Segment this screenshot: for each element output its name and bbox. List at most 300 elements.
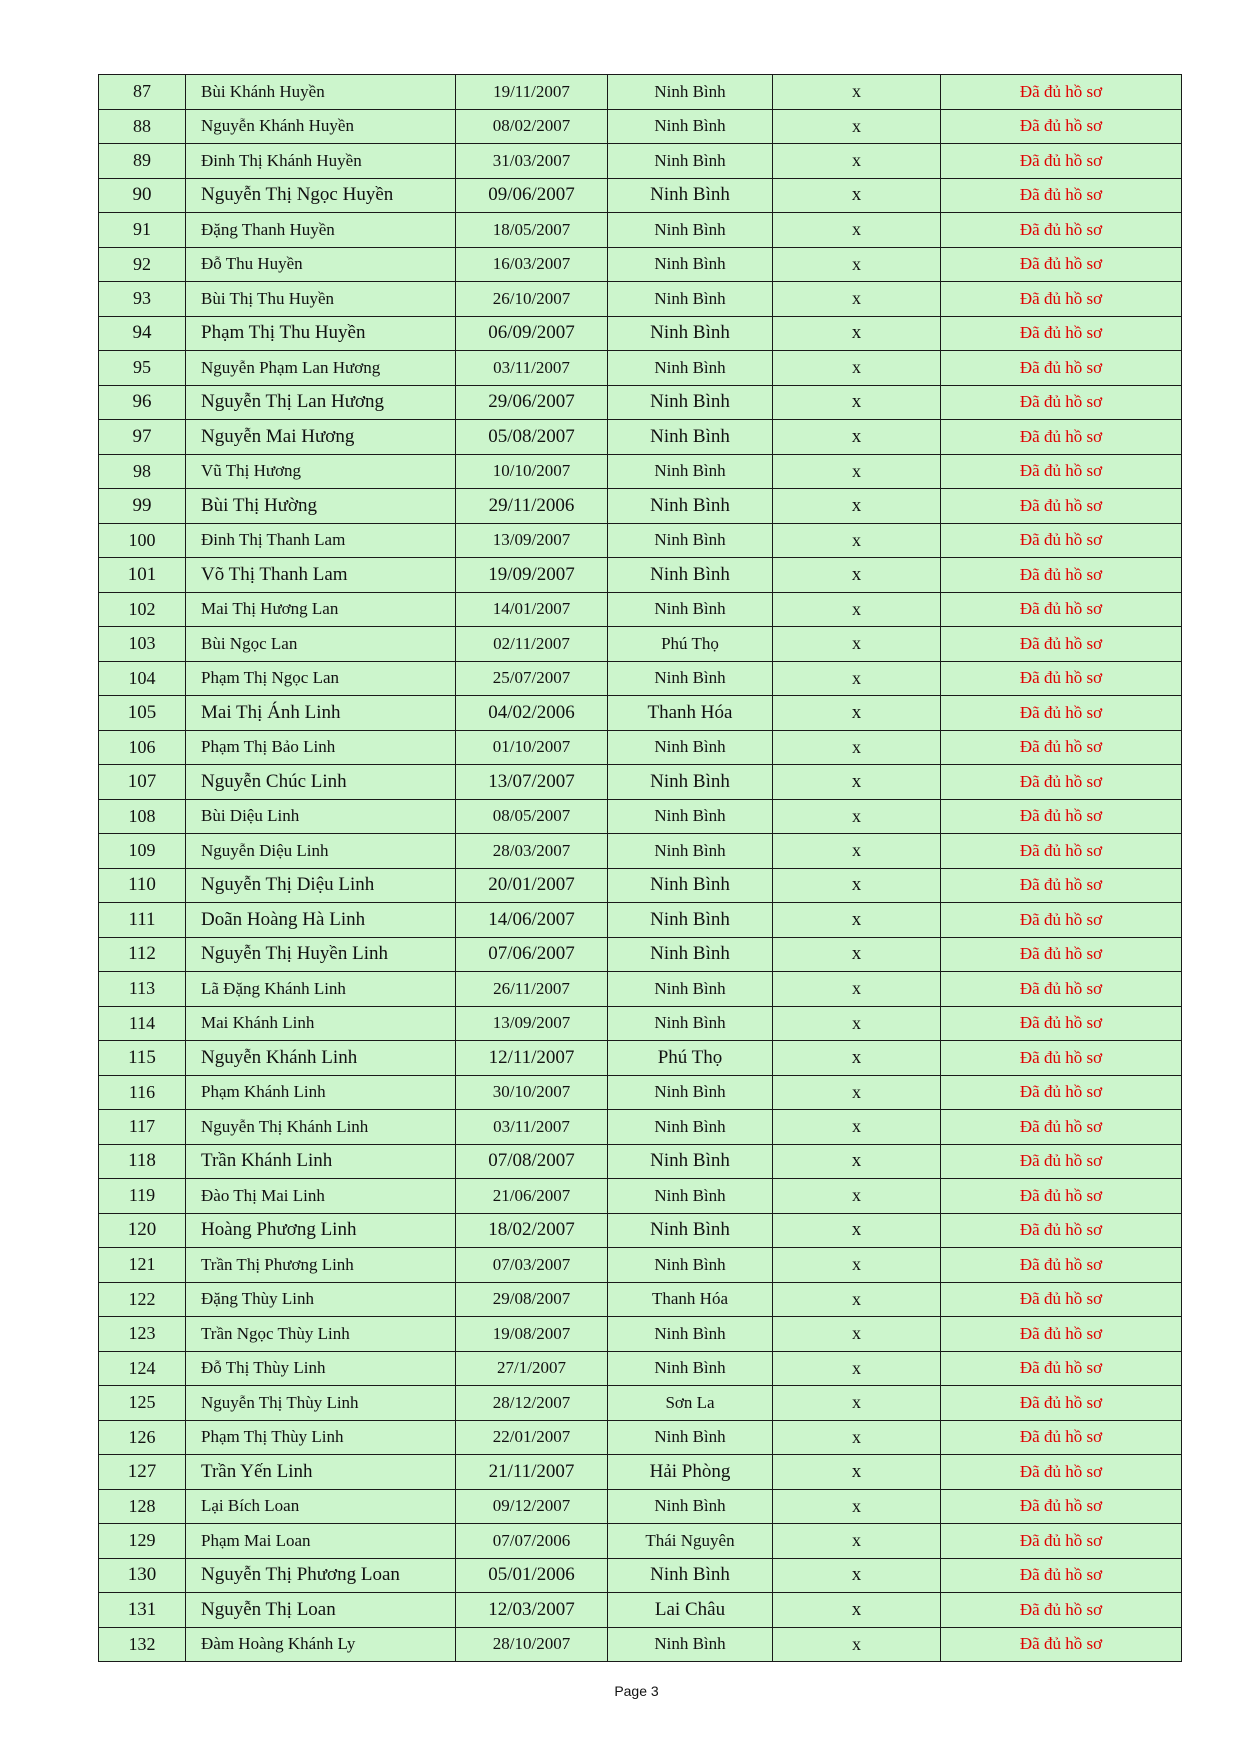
table-row <box>99 1006 1182 1041</box>
date-of-birth: 28/03/2007 <box>456 834 608 869</box>
student-name: Mai Khánh Linh <box>186 1006 456 1041</box>
date-of-birth: 16/03/2007 <box>456 247 608 282</box>
student-name: Trần Yến Linh <box>186 1455 456 1490</box>
check-mark: x <box>773 1248 941 1283</box>
dossier-status: Đã đủ hồ sơ <box>941 1006 1182 1041</box>
table-row <box>99 1524 1182 1559</box>
student-name: Mai Thị Ánh Linh <box>186 696 456 731</box>
dossier-status: Đã đủ hồ sơ <box>941 144 1182 179</box>
date-of-birth: 20/01/2007 <box>456 868 608 903</box>
table-row <box>99 1558 1182 1593</box>
table-row <box>99 351 1182 386</box>
date-of-birth: 02/11/2007 <box>456 627 608 662</box>
date-of-birth: 06/09/2007 <box>456 316 608 351</box>
row-number: 88 <box>99 109 186 144</box>
dossier-status: Đã đủ hồ sơ <box>941 1386 1182 1421</box>
date-of-birth: 18/02/2007 <box>456 1213 608 1248</box>
birthplace: Ninh Bình <box>608 661 773 696</box>
check-mark: x <box>773 109 941 144</box>
check-mark: x <box>773 1351 941 1386</box>
check-mark: x <box>773 1075 941 1110</box>
birthplace: Ninh Bình <box>608 1144 773 1179</box>
table-row <box>99 1593 1182 1628</box>
student-name: Nguyễn Phạm Lan Hương <box>186 351 456 386</box>
date-of-birth: 03/11/2007 <box>456 351 608 386</box>
student-name: Đàm Hoàng Khánh Ly <box>186 1627 456 1662</box>
row-number: 110 <box>99 868 186 903</box>
table-row <box>99 144 1182 179</box>
date-of-birth: 07/08/2007 <box>456 1144 608 1179</box>
check-mark: x <box>773 247 941 282</box>
dossier-status: Đã đủ hồ sơ <box>941 592 1182 627</box>
row-number: 123 <box>99 1317 186 1352</box>
check-mark: x <box>773 592 941 627</box>
birthplace: Ninh Bình <box>608 1351 773 1386</box>
check-mark: x <box>773 937 941 972</box>
table-row <box>99 558 1182 593</box>
dossier-status: Đã đủ hồ sơ <box>941 903 1182 938</box>
birthplace: Ninh Bình <box>608 213 773 248</box>
student-name: Nguyễn Thị Khánh Linh <box>186 1110 456 1145</box>
date-of-birth: 04/02/2006 <box>456 696 608 731</box>
student-name: Phạm Thị Bảo Linh <box>186 730 456 765</box>
row-number: 105 <box>99 696 186 731</box>
date-of-birth: 28/10/2007 <box>456 1627 608 1662</box>
row-number: 130 <box>99 1558 186 1593</box>
check-mark: x <box>773 1420 941 1455</box>
student-name: Trần Ngọc Thùy Linh <box>186 1317 456 1352</box>
dossier-status: Đã đủ hồ sơ <box>941 1524 1182 1559</box>
student-name: Nguyễn Thị Diệu Linh <box>186 868 456 903</box>
birthplace: Ninh Bình <box>608 454 773 489</box>
check-mark: x <box>773 420 941 455</box>
date-of-birth: 27/1/2007 <box>456 1351 608 1386</box>
row-number: 91 <box>99 213 186 248</box>
date-of-birth: 19/11/2007 <box>456 75 608 110</box>
student-name: Đào Thị Mai Linh <box>186 1179 456 1214</box>
dossier-status: Đã đủ hồ sơ <box>941 316 1182 351</box>
dossier-status: Đã đủ hồ sơ <box>941 1593 1182 1628</box>
dossier-status: Đã đủ hồ sơ <box>941 1179 1182 1214</box>
birthplace: Ninh Bình <box>608 1110 773 1145</box>
check-mark: x <box>773 627 941 662</box>
birthplace: Ninh Bình <box>608 420 773 455</box>
table-row <box>99 282 1182 317</box>
row-number: 92 <box>99 247 186 282</box>
table-row <box>99 1179 1182 1214</box>
birthplace: Ninh Bình <box>608 834 773 869</box>
dossier-status: Đã đủ hồ sơ <box>941 696 1182 731</box>
student-name: Phạm Thị Thùy Linh <box>186 1420 456 1455</box>
student-name: Đinh Thị Thanh Lam <box>186 523 456 558</box>
dossier-status: Đã đủ hồ sơ <box>941 1420 1182 1455</box>
check-mark: x <box>773 1558 941 1593</box>
check-mark: x <box>773 799 941 834</box>
check-mark: x <box>773 558 941 593</box>
student-name: Phạm Mai Loan <box>186 1524 456 1559</box>
row-number: 107 <box>99 765 186 800</box>
birthplace: Sơn La <box>608 1386 773 1421</box>
table-row <box>99 1420 1182 1455</box>
birthplace: Phú Thọ <box>608 627 773 662</box>
date-of-birth: 13/09/2007 <box>456 1006 608 1041</box>
check-mark: x <box>773 351 941 386</box>
birthplace: Ninh Bình <box>608 730 773 765</box>
table-row <box>99 1144 1182 1179</box>
dossier-status: Đã đủ hồ sơ <box>941 799 1182 834</box>
birthplace: Ninh Bình <box>608 937 773 972</box>
birthplace: Ninh Bình <box>608 144 773 179</box>
date-of-birth: 07/06/2007 <box>456 937 608 972</box>
student-name: Đặng Thùy Linh <box>186 1282 456 1317</box>
row-number: 128 <box>99 1489 186 1524</box>
date-of-birth: 19/08/2007 <box>456 1317 608 1352</box>
dossier-status: Đã đủ hồ sơ <box>941 385 1182 420</box>
table-row <box>99 247 1182 282</box>
student-name: Trần Khánh Linh <box>186 1144 456 1179</box>
birthplace: Phú Thọ <box>608 1041 773 1076</box>
check-mark: x <box>773 489 941 524</box>
row-number: 122 <box>99 1282 186 1317</box>
date-of-birth: 29/06/2007 <box>456 385 608 420</box>
student-name: Bùi Ngọc Lan <box>186 627 456 662</box>
birthplace: Ninh Bình <box>608 1627 773 1662</box>
table-row <box>99 937 1182 972</box>
table-row <box>99 454 1182 489</box>
check-mark: x <box>773 765 941 800</box>
date-of-birth: 09/06/2007 <box>456 178 608 213</box>
table-row <box>99 420 1182 455</box>
birthplace: Ninh Bình <box>608 903 773 938</box>
table-row <box>99 1489 1182 1524</box>
dossier-status: Đã đủ hồ sơ <box>941 109 1182 144</box>
row-number: 117 <box>99 1110 186 1145</box>
check-mark: x <box>773 385 941 420</box>
birthplace: Ninh Bình <box>608 1213 773 1248</box>
birthplace: Ninh Bình <box>608 316 773 351</box>
check-mark: x <box>773 178 941 213</box>
check-mark: x <box>773 1213 941 1248</box>
dossier-status: Đã đủ hồ sơ <box>941 420 1182 455</box>
row-number: 126 <box>99 1420 186 1455</box>
student-name: Phạm Khánh Linh <box>186 1075 456 1110</box>
check-mark: x <box>773 834 941 869</box>
row-number: 119 <box>99 1179 186 1214</box>
table-row <box>99 1041 1182 1076</box>
birthplace: Thái Nguyên <box>608 1524 773 1559</box>
dossier-status: Đã đủ hồ sơ <box>941 1110 1182 1145</box>
row-number: 98 <box>99 454 186 489</box>
check-mark: x <box>773 454 941 489</box>
table-row <box>99 834 1182 869</box>
birthplace: Ninh Bình <box>608 489 773 524</box>
table-row <box>99 1213 1182 1248</box>
table-row <box>99 523 1182 558</box>
check-mark: x <box>773 75 941 110</box>
student-name: Bùi Khánh Huyền <box>186 75 456 110</box>
dossier-status: Đã đủ hồ sơ <box>941 765 1182 800</box>
check-mark: x <box>773 661 941 696</box>
row-number: 120 <box>99 1213 186 1248</box>
row-number: 87 <box>99 75 186 110</box>
table-row <box>99 1110 1182 1145</box>
check-mark: x <box>773 1144 941 1179</box>
check-mark: x <box>773 1593 941 1628</box>
birthplace: Ninh Bình <box>608 1248 773 1283</box>
dossier-status: Đã đủ hồ sơ <box>941 1075 1182 1110</box>
date-of-birth: 18/05/2007 <box>456 213 608 248</box>
table-row <box>99 109 1182 144</box>
date-of-birth: 26/11/2007 <box>456 972 608 1007</box>
row-number: 97 <box>99 420 186 455</box>
date-of-birth: 21/06/2007 <box>456 1179 608 1214</box>
dossier-status: Đã đủ hồ sơ <box>941 282 1182 317</box>
check-mark: x <box>773 696 941 731</box>
table-row <box>99 765 1182 800</box>
table-row <box>99 903 1182 938</box>
row-number: 102 <box>99 592 186 627</box>
student-name: Bùi Thị Hường <box>186 489 456 524</box>
table-row <box>99 385 1182 420</box>
row-number: 116 <box>99 1075 186 1110</box>
date-of-birth: 14/06/2007 <box>456 903 608 938</box>
table-row <box>99 1317 1182 1352</box>
student-name: Nguyễn Mai Hương <box>186 420 456 455</box>
table-row <box>99 1282 1182 1317</box>
birthplace: Ninh Bình <box>608 558 773 593</box>
dossier-status: Đã đủ hồ sơ <box>941 213 1182 248</box>
date-of-birth: 28/12/2007 <box>456 1386 608 1421</box>
check-mark: x <box>773 1110 941 1145</box>
table-row <box>99 592 1182 627</box>
row-number: 90 <box>99 178 186 213</box>
student-name: Trần Thị Phương Linh <box>186 1248 456 1283</box>
check-mark: x <box>773 144 941 179</box>
date-of-birth: 14/01/2007 <box>456 592 608 627</box>
date-of-birth: 31/03/2007 <box>456 144 608 179</box>
birthplace: Ninh Bình <box>608 247 773 282</box>
table-row <box>99 1248 1182 1283</box>
row-number: 95 <box>99 351 186 386</box>
birthplace: Thanh Hóa <box>608 696 773 731</box>
date-of-birth: 12/03/2007 <box>456 1593 608 1628</box>
dossier-status: Đã đủ hồ sơ <box>941 1558 1182 1593</box>
birthplace: Ninh Bình <box>608 1317 773 1352</box>
birthplace: Ninh Bình <box>608 282 773 317</box>
row-number: 94 <box>99 316 186 351</box>
date-of-birth: 29/08/2007 <box>456 1282 608 1317</box>
date-of-birth: 08/02/2007 <box>456 109 608 144</box>
dossier-status: Đã đủ hồ sơ <box>941 1041 1182 1076</box>
row-number: 111 <box>99 903 186 938</box>
student-name: Nguyễn Thị Lan Hương <box>186 385 456 420</box>
table-row <box>99 799 1182 834</box>
birthplace: Ninh Bình <box>608 868 773 903</box>
table-row <box>99 1075 1182 1110</box>
dossier-status: Đã đủ hồ sơ <box>941 627 1182 662</box>
dossier-status: Đã đủ hồ sơ <box>941 1351 1182 1386</box>
row-number: 125 <box>99 1386 186 1421</box>
student-name: Đỗ Thu Huyền <box>186 247 456 282</box>
row-number: 93 <box>99 282 186 317</box>
dossier-status: Đã đủ hồ sơ <box>941 1248 1182 1283</box>
birthplace: Ninh Bình <box>608 592 773 627</box>
birthplace: Ninh Bình <box>608 1420 773 1455</box>
birthplace: Ninh Bình <box>608 799 773 834</box>
birthplace: Ninh Bình <box>608 1006 773 1041</box>
dossier-status: Đã đủ hồ sơ <box>941 868 1182 903</box>
table-row <box>99 75 1182 110</box>
table-row <box>99 661 1182 696</box>
page-number: Page 3 <box>614 1683 659 1699</box>
student-name: Nguyễn Diệu Linh <box>186 834 456 869</box>
row-number: 132 <box>99 1627 186 1662</box>
dossier-status: Đã đủ hồ sơ <box>941 1455 1182 1490</box>
birthplace: Ninh Bình <box>608 351 773 386</box>
student-name: Đỗ Thị Thùy Linh <box>186 1351 456 1386</box>
table-row <box>99 213 1182 248</box>
student-name: Đặng Thanh Huyền <box>186 213 456 248</box>
check-mark: x <box>773 1455 941 1490</box>
date-of-birth: 19/09/2007 <box>456 558 608 593</box>
table-row <box>99 1455 1182 1490</box>
row-number: 101 <box>99 558 186 593</box>
student-name: Lã Đặng Khánh Linh <box>186 972 456 1007</box>
check-mark: x <box>773 1282 941 1317</box>
dossier-status: Đã đủ hồ sơ <box>941 75 1182 110</box>
check-mark: x <box>773 1489 941 1524</box>
birthplace: Ninh Bình <box>608 109 773 144</box>
dossier-status: Đã đủ hồ sơ <box>941 1144 1182 1179</box>
birthplace: Ninh Bình <box>608 1489 773 1524</box>
row-number: 113 <box>99 972 186 1007</box>
table-row <box>99 1351 1182 1386</box>
birthplace: Ninh Bình <box>608 1075 773 1110</box>
birthplace: Ninh Bình <box>608 1179 773 1214</box>
birthplace: Ninh Bình <box>608 1558 773 1593</box>
row-number: 127 <box>99 1455 186 1490</box>
date-of-birth: 10/10/2007 <box>456 454 608 489</box>
table-body <box>99 75 1182 1662</box>
birthplace: Ninh Bình <box>608 178 773 213</box>
student-name: Bùi Thị Thu Huyền <box>186 282 456 317</box>
birthplace: Ninh Bình <box>608 523 773 558</box>
date-of-birth: 25/07/2007 <box>456 661 608 696</box>
dossier-status: Đã đủ hồ sơ <box>941 1627 1182 1662</box>
student-name: Nguyễn Thị Loan <box>186 1593 456 1628</box>
dossier-status: Đã đủ hồ sơ <box>941 972 1182 1007</box>
row-number: 99 <box>99 489 186 524</box>
check-mark: x <box>773 316 941 351</box>
check-mark: x <box>773 1179 941 1214</box>
row-number: 100 <box>99 523 186 558</box>
student-name: Nguyễn Thị Phương Loan <box>186 1558 456 1593</box>
check-mark: x <box>773 1524 941 1559</box>
student-name: Võ Thị Thanh Lam <box>186 558 456 593</box>
student-name: Bùi Diệu Linh <box>186 799 456 834</box>
date-of-birth: 13/07/2007 <box>456 765 608 800</box>
birthplace: Ninh Bình <box>608 75 773 110</box>
date-of-birth: 12/11/2007 <box>456 1041 608 1076</box>
row-number: 106 <box>99 730 186 765</box>
check-mark: x <box>773 1006 941 1041</box>
dossier-status: Đã đủ hồ sơ <box>941 178 1182 213</box>
student-name: Vũ Thị Hương <box>186 454 456 489</box>
birthplace: Thanh Hóa <box>608 1282 773 1317</box>
date-of-birth: 09/12/2007 <box>456 1489 608 1524</box>
row-number: 112 <box>99 937 186 972</box>
dossier-status: Đã đủ hồ sơ <box>941 1213 1182 1248</box>
date-of-birth: 07/03/2007 <box>456 1248 608 1283</box>
dossier-status: Đã đủ hồ sơ <box>941 1282 1182 1317</box>
date-of-birth: 30/10/2007 <box>456 1075 608 1110</box>
table-row <box>99 1386 1182 1421</box>
date-of-birth: 03/11/2007 <box>456 1110 608 1145</box>
row-number: 103 <box>99 627 186 662</box>
date-of-birth: 21/11/2007 <box>456 1455 608 1490</box>
date-of-birth: 22/01/2007 <box>456 1420 608 1455</box>
student-name: Hoàng Phương Linh <box>186 1213 456 1248</box>
student-list-table <box>98 74 1182 1662</box>
table-row <box>99 489 1182 524</box>
date-of-birth: 05/08/2007 <box>456 420 608 455</box>
row-number: 104 <box>99 661 186 696</box>
table-row <box>99 696 1182 731</box>
dossier-status: Đã đủ hồ sơ <box>941 937 1182 972</box>
date-of-birth: 05/01/2006 <box>456 1558 608 1593</box>
table-row <box>99 868 1182 903</box>
table-row <box>99 972 1182 1007</box>
check-mark: x <box>773 1041 941 1076</box>
student-name: Doãn Hoàng Hà Linh <box>186 903 456 938</box>
row-number: 108 <box>99 799 186 834</box>
check-mark: x <box>773 1317 941 1352</box>
student-name: Nguyễn Thị Ngọc Huyền <box>186 178 456 213</box>
table-row <box>99 316 1182 351</box>
dossier-status: Đã đủ hồ sơ <box>941 489 1182 524</box>
check-mark: x <box>773 972 941 1007</box>
dossier-status: Đã đủ hồ sơ <box>941 454 1182 489</box>
date-of-birth: 29/11/2006 <box>456 489 608 524</box>
row-number: 118 <box>99 1144 186 1179</box>
birthplace: Hải Phòng <box>608 1455 773 1490</box>
student-name: Nguyễn Khánh Huyền <box>186 109 456 144</box>
row-number: 121 <box>99 1248 186 1283</box>
student-name: Phạm Thị Ngọc Lan <box>186 661 456 696</box>
dossier-status: Đã đủ hồ sơ <box>941 834 1182 869</box>
dossier-status: Đã đủ hồ sơ <box>941 351 1182 386</box>
dossier-status: Đã đủ hồ sơ <box>941 661 1182 696</box>
birthplace: Ninh Bình <box>608 972 773 1007</box>
student-name: Nguyễn Chúc Linh <box>186 765 456 800</box>
table-row <box>99 730 1182 765</box>
student-name: Phạm Thị Thu Huyền <box>186 316 456 351</box>
date-of-birth: 26/10/2007 <box>456 282 608 317</box>
check-mark: x <box>773 282 941 317</box>
check-mark: x <box>773 213 941 248</box>
row-number: 115 <box>99 1041 186 1076</box>
check-mark: x <box>773 523 941 558</box>
row-number: 109 <box>99 834 186 869</box>
birthplace: Lai Châu <box>608 1593 773 1628</box>
table-row <box>99 178 1182 213</box>
date-of-birth: 01/10/2007 <box>456 730 608 765</box>
row-number: 96 <box>99 385 186 420</box>
row-number: 124 <box>99 1351 186 1386</box>
dossier-status: Đã đủ hồ sơ <box>941 1317 1182 1352</box>
date-of-birth: 08/05/2007 <box>456 799 608 834</box>
check-mark: x <box>773 903 941 938</box>
